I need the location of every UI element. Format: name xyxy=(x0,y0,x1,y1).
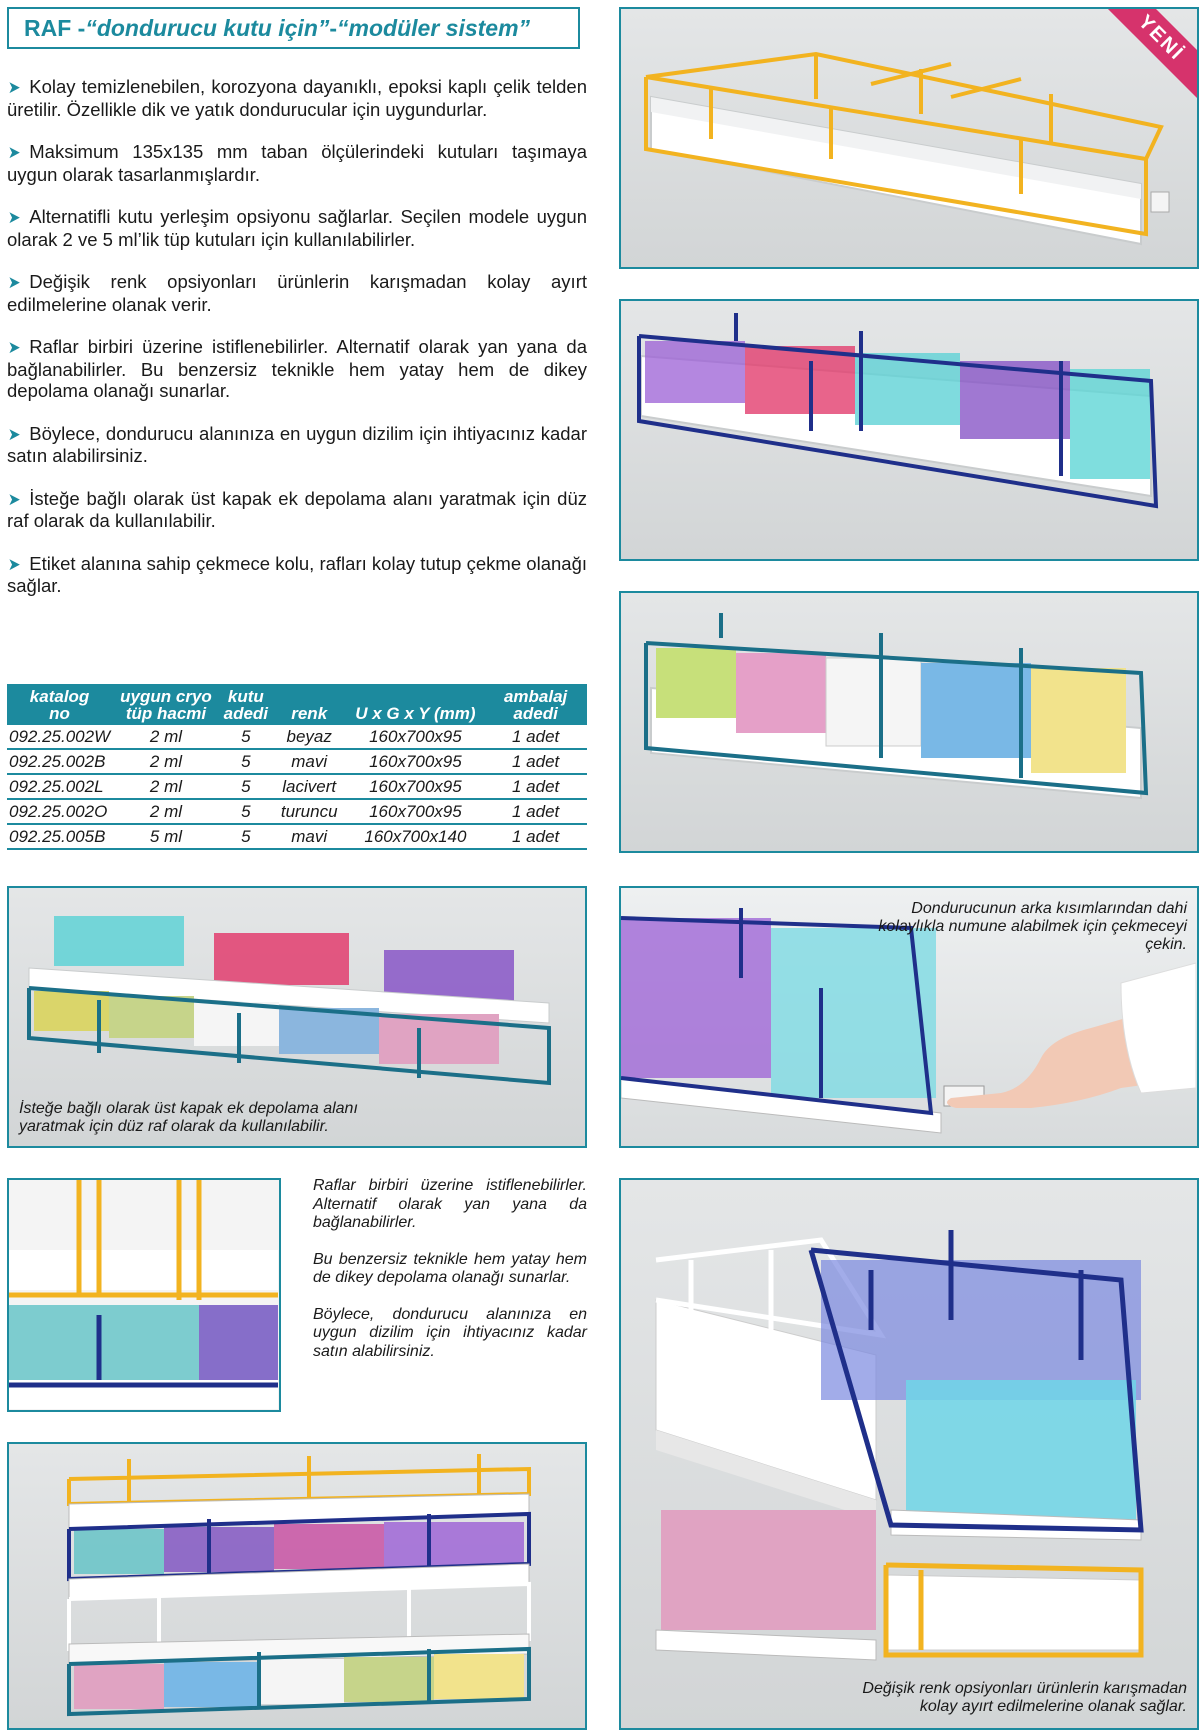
table-row: 092.25.002W 2 ml 5 beyaz 160x700x95 1 adet xyxy=(7,725,587,749)
table-header-row xyxy=(7,684,587,725)
col-header: katalog no xyxy=(7,684,112,725)
arrow-icon: ➤ xyxy=(7,78,21,97)
side-by-side-illustration xyxy=(621,1180,1196,1727)
photo-side-by-side xyxy=(619,1178,1199,1730)
col-header: U x G x Y (mm) xyxy=(347,684,485,725)
flat-shelf-caption: İsteğe bağlı olarak üst kapak ek depolama alanı yaratmak için düz raf olarak da kullanılabilir. xyxy=(19,1100,358,1135)
feature-item: ➤ Etiket alanına sahip çekmece kolu, rafları kolay tutup çekme olanağı sağlar. xyxy=(7,552,587,596)
table-row: 092.25.002O 2 ml 5 turuncu 160x700x95 1 adet xyxy=(7,799,587,824)
title-prefix: RAF - xyxy=(24,14,86,41)
photo-stack-closeup xyxy=(7,1178,281,1412)
feature-item: ➤ İsteğe bağlı olarak üst kapak ek depolama alanı yaratmak için düz raf olarak da kullanılabilir. xyxy=(7,487,587,531)
teal-rack-illustration xyxy=(621,593,1196,850)
stacked-racks-illustration xyxy=(9,1444,584,1727)
photo-flat-shelf xyxy=(7,886,587,1148)
arrow-icon: ➤ xyxy=(7,489,21,509)
arrow-icon: ➤ xyxy=(7,208,21,227)
navy-rack-illustration xyxy=(621,301,1196,558)
yellow-rack-illustration xyxy=(621,9,1196,266)
stacking-text: Bu benzersiz teknikle hem yatay hem de dikey depolama olanağı sunarlar. xyxy=(313,1250,587,1286)
photo-navy-rack xyxy=(619,299,1199,561)
photo-stacked-racks xyxy=(7,1442,587,1730)
arrow-icon: ➤ xyxy=(7,273,21,292)
spec-table xyxy=(7,684,587,850)
feature-item: ➤ Böylece, dondurucu alanınıza en uygun dizilim için ihtiyacınız kadar satın alabilirsiniz. xyxy=(7,422,587,466)
table-row: 092.25.005B 5 ml 5 mavi 160x700x140 1 adet xyxy=(7,824,587,849)
arrow-icon: ➤ xyxy=(7,424,21,444)
photo-yellow-rack xyxy=(619,7,1199,269)
arrow-icon: ➤ xyxy=(7,338,21,357)
stacking-description xyxy=(313,1177,587,1379)
arrow-icon: ➤ xyxy=(7,554,21,574)
title-quote-1: “dondurucu kutu için” xyxy=(85,14,330,41)
feature-item: ➤ Kolay temizlenebilen, korozyona dayanıklı, epoksi kaplı çelik telden üretilir. Özellikle dik ve yatık dondurucular için uygundurlar. xyxy=(7,76,587,120)
feature-item: ➤ Maksimum 135x135 mm taban ölçülerindeki kutuları taşımaya uygun olarak tasarlanmışlardır. xyxy=(7,141,587,185)
title-dash: - xyxy=(329,14,338,41)
title-quote-2: “modüler sistem” xyxy=(337,14,531,41)
col-header: uygun cryo tüp hacmi xyxy=(112,684,220,725)
stacking-text: Böylece, dondurucu alanınıza en uygun dizilim için ihtiyacınız kadar satın alabilirsiniz. xyxy=(313,1305,587,1360)
feature-list xyxy=(7,76,587,618)
feature-item: ➤ Raflar birbiri üzerine istiflenebilirler. Alternatif olarak yan yana da bağlanabilirler. Bu benzersiz teknikle hem yatay hem de dikey depolama olanağı sunarlar. xyxy=(7,336,587,401)
photo-drawer-pull xyxy=(619,886,1199,1148)
col-header: renk xyxy=(272,684,347,725)
col-header: ambalaj adedi xyxy=(484,684,587,725)
colors-caption: Değişik renk opsiyonları ürünlerin karışmadan kolay ayırt edilmelerine olanak sağlar. xyxy=(862,1680,1187,1715)
stacking-text: Raflar birbiri üzerine istiflenebilirler. Alternatif olarak yan yana da bağlanabilirler. xyxy=(313,1177,587,1231)
table-row: 092.25.002B 2 ml 5 mavi 160x700x95 1 adet xyxy=(7,749,587,774)
feature-item: ➤ Alternatifli kutu yerleşim opsiyonu sağlarlar. Seçilen modele uygun olarak 2 ve 5 ml’lik tüp kutuları için kullanılabilirler. xyxy=(7,206,587,250)
table-row: 092.25.002L 2 ml 5 lacivert 160x700x95 1 adet xyxy=(7,774,587,799)
feature-item: ➤ Değişik renk opsiyonları ürünlerin karışmadan kolay ayırt edilmelerine olanak verir. xyxy=(7,271,587,315)
photo-teal-rack xyxy=(619,591,1199,853)
page-title xyxy=(7,7,580,49)
new-badge: YENİ xyxy=(1099,7,1199,100)
drawer-caption: Dondurucunun arka kısımlarından dahi kolaylıkla numune alabilmek için çekmeceyi çekin. xyxy=(878,900,1187,953)
arrow-icon: ➤ xyxy=(7,143,21,162)
stack-closeup-illustration xyxy=(9,1180,278,1409)
col-header: kutu adedi xyxy=(220,684,272,725)
